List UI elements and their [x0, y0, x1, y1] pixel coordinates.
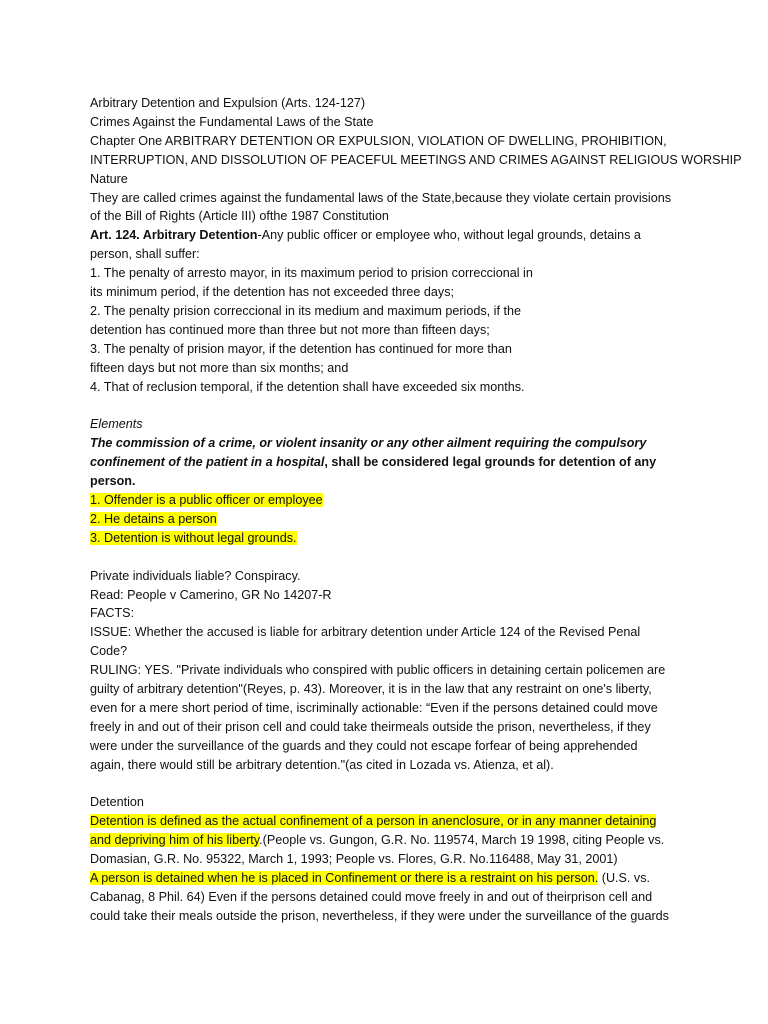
- legal-grounds-line-2: [90, 453, 728, 472]
- facts-heading: FACTS:: [90, 606, 135, 621]
- case-reference: Read: People v Camerino, GR No 14207-R: [90, 587, 332, 602]
- detention-def-line-4: [90, 869, 728, 888]
- ruling-line-5: were under the surveillance of the guards and they could not escape forfear of being apprehended: [90, 738, 638, 753]
- detention-heading: Detention: [90, 795, 144, 810]
- spacer: [90, 397, 728, 416]
- private-individuals: Private individuals liable? Conspiracy.: [90, 568, 301, 583]
- highlighted-text: 2. He detains a person: [90, 511, 217, 526]
- chapter-heading-line-2: INTERRUPTION, AND DISSOLUTION OF PEACEFUL MEETINGS AND CRIMES AGAINST RELIGIOUS WORSHIP: [90, 152, 742, 167]
- highlighted-text: 1. Offender is a public officer or employee: [90, 493, 323, 508]
- penalty-2-line-2: detention has continued more than three but not more than fifteen days;: [90, 322, 490, 337]
- issue-line-2: Code?: [90, 644, 128, 659]
- detention-def-line-6: could take their meals outside the prison, nevertheless, if they were under the surveillance of the guards: [90, 908, 669, 923]
- citation-text: .(People vs. Gungon, G.R. No. 119574, March 19 1998, citing People vs.: [259, 833, 665, 848]
- legal-grounds-bold: , shall be considered legal grounds for detention of any: [324, 455, 657, 470]
- detention-def-line-5: Cabanag, 8 Phil. 64) Even if the persons detained could move freely in and out of theirprison cell and: [90, 890, 653, 905]
- penalty-3-line-2: fifteen days but not more than six months; and: [90, 360, 349, 375]
- ruling-line-2: guilty of arbitrary detention"(Reyes, p. 43). Moreover, it is in the law that any restraint on one's liberty,: [90, 682, 652, 697]
- nature-text-line-2: of the Bill of Rights (Article III) ofthe 1987 Constitution: [90, 209, 389, 224]
- issue-line-1: ISSUE: Whether the accused is liable for arbitrary detention under Article 124 of the Revised Penal: [90, 625, 641, 640]
- art124-line-1: [90, 226, 728, 245]
- ruling-line-1: RULING: YES. "Private individuals who conspired with public officers in detaining certain policemen are: [90, 663, 666, 678]
- doc-title: Arbitrary Detention and Expulsion (Arts. 124-127): [90, 96, 366, 110]
- element-3: [90, 529, 728, 548]
- doc-subtitle: Crimes Against the Fundamental Laws of the State: [90, 114, 374, 129]
- legal-grounds-line-1: The commission of a crime, or violent insanity or any other ailment requiring the compulsory: [90, 436, 647, 451]
- spacer: [90, 775, 728, 794]
- nature-heading: Nature: [90, 171, 128, 186]
- citation-text: (U.S. vs.: [598, 871, 651, 886]
- art124-line-2: person, shall suffer:: [90, 247, 200, 262]
- penalty-1-line-1: 1. The penalty of arresto mayor, in its maximum period to prision correccional in: [90, 266, 533, 281]
- elements-heading: Elements: [90, 417, 143, 432]
- art124-text: -Any public officer or employee who, without legal grounds, detains a: [257, 228, 641, 243]
- ruling-line-3: even for a mere short period of time, iscriminally actionable: “Even if the persons detained could move: [90, 700, 658, 715]
- chapter-heading-line-1: Chapter One ARBITRARY DETENTION OR EXPULSION, VIOLATION OF DWELLING, PROHIBITION,: [90, 133, 667, 148]
- detention-def-line-2: [90, 831, 728, 850]
- legal-grounds-line-3: person.: [90, 474, 136, 489]
- highlighted-text: 3. Detention is without legal grounds.: [90, 530, 297, 545]
- highlighted-text: and depriving him of his liberty: [90, 833, 260, 848]
- legal-grounds-italic: confinement of the patient in a hospital: [90, 455, 325, 470]
- ruling-line-6: again, there would still be arbitrary detention."(as cited in Lozada vs. Atienza, et al).: [90, 757, 554, 772]
- spacer: [90, 548, 728, 567]
- element-1: [90, 491, 728, 510]
- element-2: [90, 510, 728, 529]
- penalty-1-line-2: its minimum period, if the detention has not exceeded three days;: [90, 285, 455, 300]
- penalty-3-line-1: 3. The penalty of prision mayor, if the detention has continued for more than: [90, 341, 512, 356]
- detention-def-line-1: [90, 812, 728, 831]
- detention-def-line-3: Domasian, G.R. No. 95322, March 1, 1993; People vs. Flores, G.R. No.116488, May 31, 2001): [90, 852, 618, 867]
- highlighted-text: Detention is defined as the actual confinement of a person in anenclosure, or in any manner detaining: [90, 814, 657, 829]
- penalty-2-line-1: 2. The penalty prision correccional in its medium and maximum periods, if the: [90, 303, 521, 318]
- highlighted-text: A person is detained when he is placed in Confinement or there is a restraint on his person.: [90, 871, 599, 886]
- penalty-4: 4. That of reclusion temporal, if the detention shall have exceeded six months.: [90, 379, 525, 394]
- ruling-line-4: freely in and out of their prison cell and could take theirmeals outside the prison, nevertheless, if they: [90, 719, 651, 734]
- art124-label: Art. 124. Arbitrary Detention: [90, 228, 258, 243]
- nature-text-line-1: They are called crimes against the fundamental laws of the State,because they violate certain provisions: [90, 190, 672, 205]
